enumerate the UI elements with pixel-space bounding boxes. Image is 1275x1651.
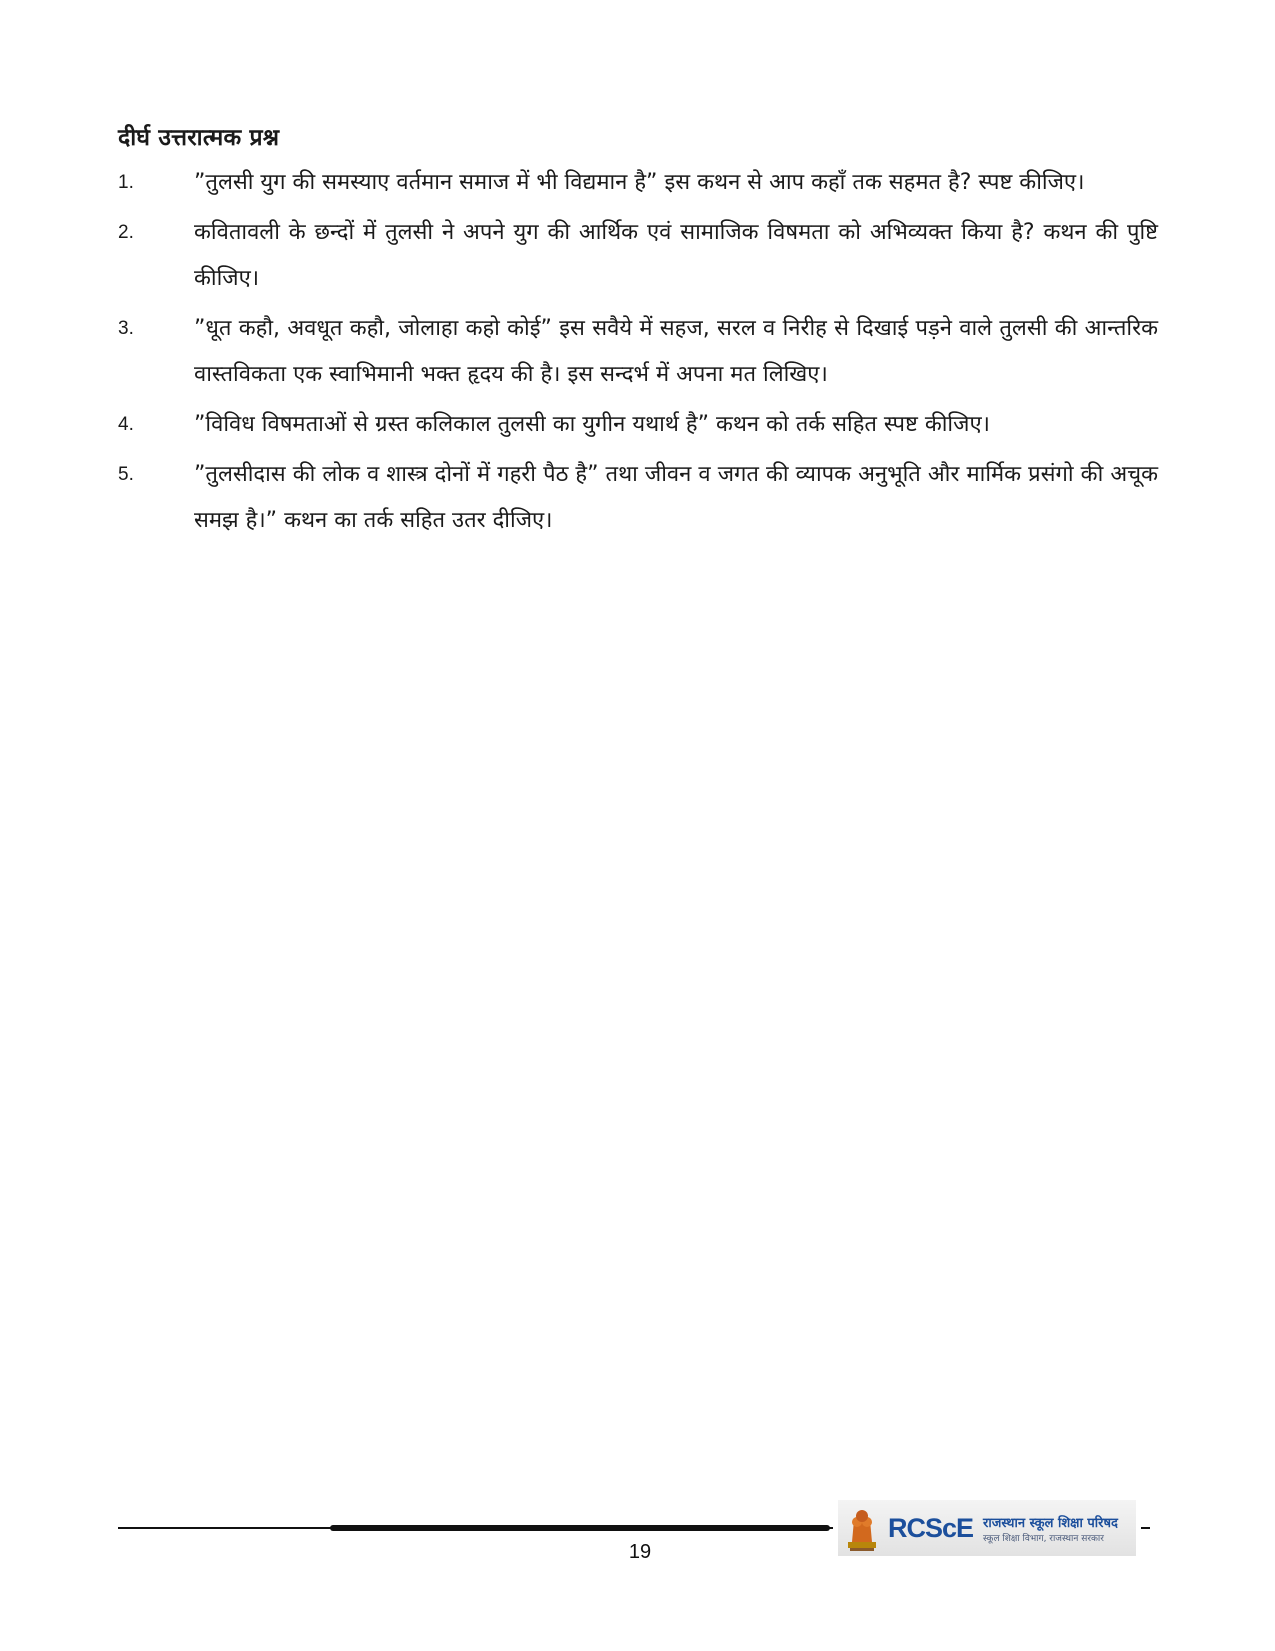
question-item [118,402,1158,448]
question-number: 2. [118,222,134,243]
rcsce-logo [838,1500,1136,1556]
page-number: 19 [628,1541,652,1563]
question-text: ”विविध विषमताओं से ग्रस्त कलिकाल तुलसी का युगीन यथार्थ है” कथन को तर्क सहित स्पष्ट कीजिए। [194,412,990,437]
logo-text [983,1513,1118,1544]
ashoka-emblem-icon [842,1502,882,1554]
question-number: 4. [118,414,134,435]
question-number: 3. [118,318,134,339]
section-heading: दीर्घ उत्तरात्मक प्रश्न [118,125,280,151]
question-text: ”तुलसी युग की समस्याए वर्तमान समाज में भी विद्यमान है” इस कथन से आप कहाँ तक सहमत है? स्पष्ट कीजिए। [194,170,1085,195]
question-number: 5. [118,464,134,485]
question-text: कवितावली के छन्दों में तुलसी ने अपने युग की आर्थिक एवं सामाजिक विषमता को अभिव्यक्त किया है? कथन की पुष्टि कीजिए। [194,220,1158,291]
footer-divider-tail [1141,1527,1150,1529]
question-text: ”तुलसीदास की लोक व शास्त्र दोनों में गहरी पैठ है” तथा जीवन व जगत की व्यापक अनुभूति और मार्मिक प्रसंगो की अचूक समझ है।” कथन का तर्क सहित उतर दीजिए। [194,462,1158,533]
question-list [118,160,1158,548]
question-item [118,306,1158,398]
question-item [118,452,1158,544]
logo-org-name: राजस्थान स्कूल शिक्षा परिषद [983,1515,1118,1531]
footer-divider-accent [330,1525,830,1531]
logo-department: स्कूल शिक्षा विभाग, राजस्थान सरकार [983,1533,1104,1544]
question-item [118,210,1158,302]
question-text: ”धूत कहौ, अवधूत कहौ, जोलाहा कहो कोई” इस सवैये में सहज, सरल व निरीह से दिखाई पड़ने वाले तुलसी की आन्तरिक वास्तविकता एक स्वाभिमानी भक्त हृदय की है। इस सन्दर्भ में अपना मत लिखिए। [194,316,1158,387]
question-item [118,160,1158,206]
question-number: 1. [118,172,134,193]
logo-brand: RCScE [888,1512,974,1543]
